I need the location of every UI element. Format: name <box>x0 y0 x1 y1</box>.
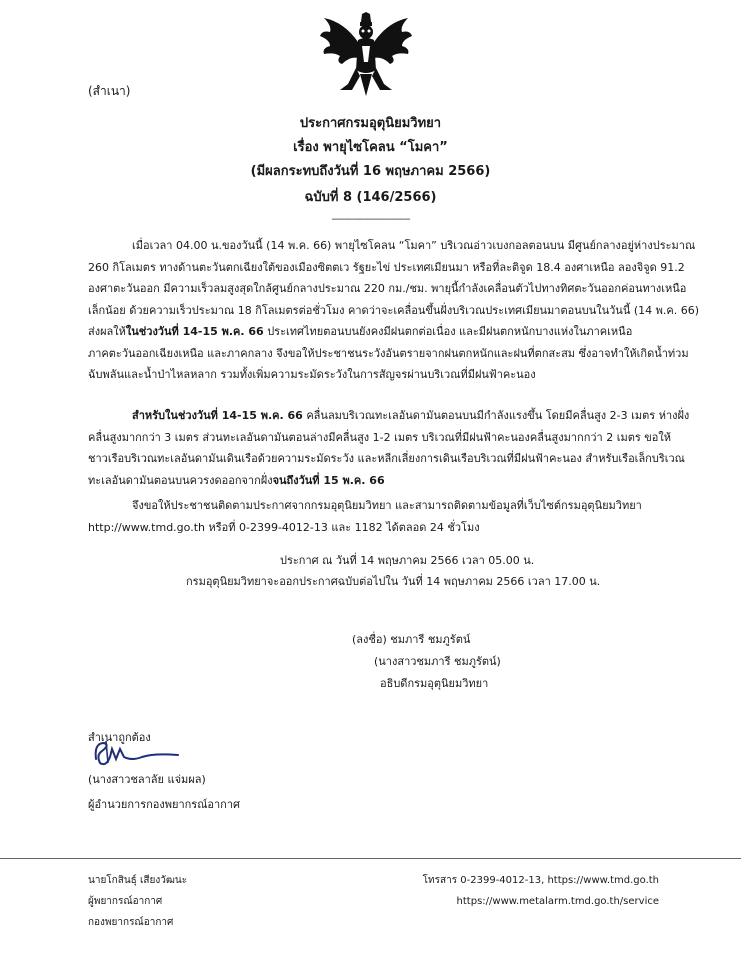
paragraph-line: 260 กิโลเมตร ทางด้านตะวันตกเฉียงใต้ของเมืองซิตตเว รัฐยะไข่ ประเทศเมียนมา หรือที่ละติจูด 18.4 องศาเหนือ ลองจิจูด 91.2 <box>88 260 685 274</box>
fax-website: โทรสาร 0-2399-4012-13, https://www.tmd.go.th <box>422 875 659 886</box>
footer-forecaster <box>88 870 187 933</box>
next-announcement: กรมอุตุนิยมวิทยาจะออกประกาศฉบับต่อไปใน วันที่ 14 พฤษภาคม 2566 เวลา 17.00 น. <box>186 575 601 588</box>
signed-line: (ลงชื่อ) ชมภารี ชมภูรัตน์ <box>352 633 471 646</box>
paragraph-line <box>88 321 663 343</box>
announcement-title: ประกาศกรมอุตุนิยมวิทยา <box>299 116 442 131</box>
text-segment: ประเทศไทยตอนบนยังคงมีฝนตกต่อเนื่อง และมีฝนตกหนักบางแห่งในภาคเหนือ <box>263 325 633 338</box>
paragraph-line: เล็กน้อย ด้วยความเร็วประมาณ 18 กิโลเมตรต่อชั่วโมง คาดว่าจะเคลื่อนขึ้นฝั่งบริเวณประเทศเมียนมาตอนบนในวันนี้ (14 พ.ค. 66) <box>88 303 700 317</box>
copy-tag: (สำเนา) <box>88 84 131 98</box>
forecaster-name: นายโกสินธุ์ เสียงวัฒนะ <box>88 875 188 886</box>
paragraph-line: ภาคตะวันออกเฉียงเหนือ และภาคกลาง จึงขอให้ประชาชนระวังอันตรายจากฝนตกหนักและฝนที่ตกสะสม ซึ่งอาจทำให้เกิดน้ำท่วม <box>88 346 689 360</box>
certifier-position: ผู้อำนวยการกองพยากรณ์อากาศ <box>88 798 241 811</box>
bold-date-range: สำหรับในช่วงวันที่ 14-15 พ.ค. 66 <box>132 409 303 422</box>
announcement-date: ประกาศ ณ วันที่ 14 พฤษภาคม 2566 เวลา 05.00 น. <box>280 554 535 567</box>
certifier-name: (นางสาวชลาลัย แจ่มผล) <box>88 773 206 786</box>
bold-date-range: ในช่วงวันที่ 14-15 พ.ค. 66 <box>125 325 264 338</box>
paragraph-line <box>88 405 690 427</box>
paragraph-line: ชาวเรือบริเวณทะเลอันดามันเดินเรือด้วยความระมัดระวัง และหลีกเลี่ยงการเดินเรือบริเวณที่มีฝนฟ้าคะนอง สำหรับเรือเล็กบริเวณ <box>88 452 685 465</box>
text-segment: คลื่นลมบริเวณทะเลอันดามันตอนบนมีกำลังแรงขึ้น โดยมีคลื่นสูง 2-3 เมตร ห่างฝั่ง <box>302 409 690 422</box>
title-divider: ------------------------------ <box>331 214 410 225</box>
announcement-subject: เรื่อง พายุไซโคลน “โมคา” <box>293 140 448 155</box>
paragraph-situation <box>88 235 700 386</box>
signatory-position: อธิบดีกรมอุตุนิยมวิทยา <box>380 677 489 690</box>
paragraph-line: คลื่นสูงมากกว่า 3 เมตร ส่วนทะเลอันดามันตอนล่างมีคลื่นสูง 1-2 เมตร บริเวณที่มีฝนฟ้าคะนองคลื่นสูงมากกว่า 2 เมตร ขอให้ <box>88 430 672 444</box>
paragraph-line: องศาตะวันออก มีความเร็วลมสูงสุดใกล้ศูนย์กลางประมาณ 220 กม./ชม. พายุนี้กำลังเคลื่อนตัวไปทางทิศตะวันออกค่อนทางเหนือ <box>88 282 687 295</box>
announcement-effect: (มีผลกระทบถึงวันที่ 16 พฤษภาคม 2566) <box>250 164 491 179</box>
garuda-emblem-icon <box>318 12 414 98</box>
signatory-name: (นางสาวชมภารี ชมภูรัตน์) <box>374 655 501 668</box>
paragraph-line: http://www.tmd.go.th หรือที่ 0-2399-4012-13 และ 1182 ได้ตลอด 24 ชั่วโมง <box>88 520 480 534</box>
text-segment: ทะเลอันดามันตอนบนควรงดออกจากฝั่ง <box>88 473 273 487</box>
paragraph-follow-up <box>88 495 663 538</box>
paragraph-line: ฉับพลันและน้ำป่าไหลหลาก รวมทั้งเพิ่มความระมัดระวังในการสัญจรผ่านบริเวณที่มีฝนฟ้าคะนอง <box>88 368 536 381</box>
service-link: https://www.metalarm.tmd.go.th/service <box>456 896 659 907</box>
paragraph-line: จึงขอให้ประชาชนติดตามประกาศจากกรมอุตุนิยมวิทยา และสามารถติดตามข้อมูลที่เว็บไซต์กรมอุตุนิยมวิทยา <box>132 499 642 512</box>
forecaster-role: ผู้พยากรณ์อากาศ <box>88 896 163 907</box>
announcement-issue: ฉบับที่ 8 (146/2566) <box>304 190 437 205</box>
bold-until-date: จนถึงวันที่ 15 พ.ค. 66 <box>272 473 385 487</box>
paragraph-sea-conditions <box>88 405 690 491</box>
certify-label: สำเนาถูกต้อง <box>88 731 151 744</box>
forecaster-division: กองพยากรณ์อากาศ <box>88 917 174 928</box>
footer-divider <box>0 858 741 859</box>
footer-contact <box>423 870 659 912</box>
paragraph-line: เมื่อเวลา 04.00 น.ของวันนี้ (14 พ.ค. 66) พายุไซโคลน “โมคา” บริเวณอ่าวเบงกอลตอนบน มีศูนย์กลางอยู่ห่างประมาณ <box>132 239 696 252</box>
paragraph-line <box>88 470 663 492</box>
text-segment: ส่งผลให้ <box>88 325 126 338</box>
handwritten-signature <box>92 737 182 769</box>
